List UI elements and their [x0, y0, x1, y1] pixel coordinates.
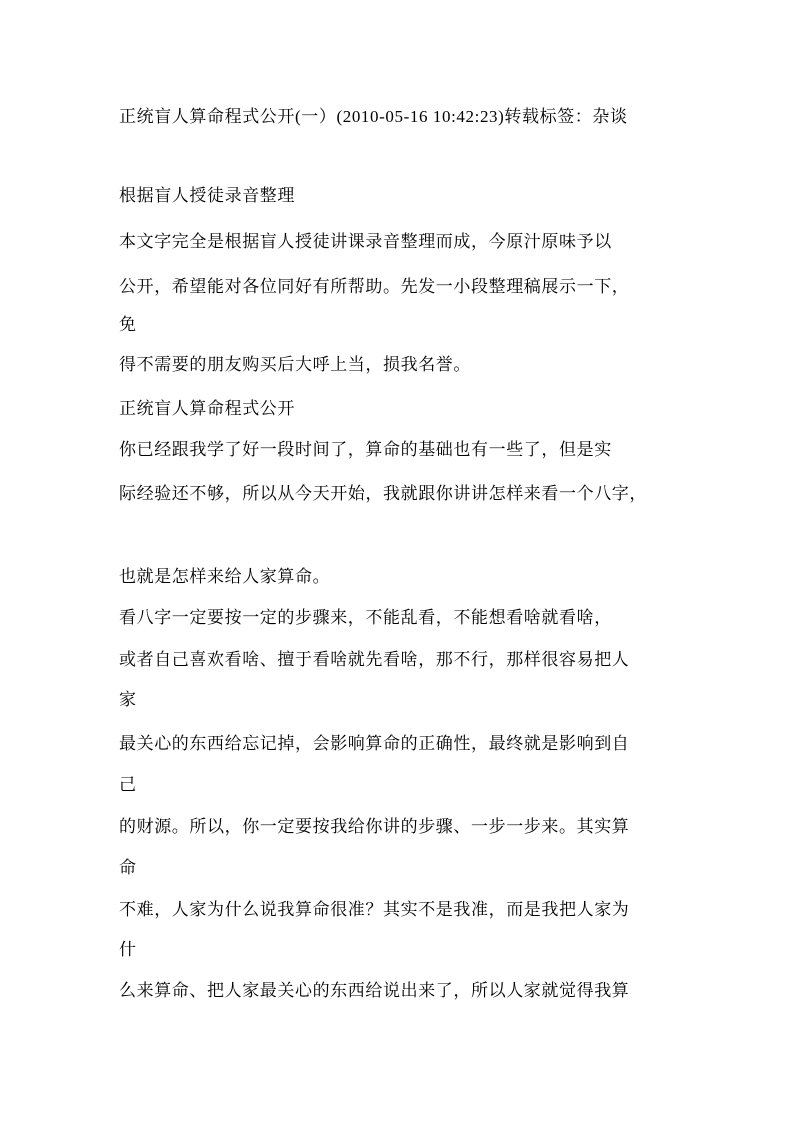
- text-line: 免: [119, 315, 137, 334]
- text-line: 命: [119, 858, 137, 877]
- text-line: 际经验还不够，所以从今天开始，我就跟你讲讲怎样来看一个八字，: [119, 484, 647, 503]
- text-line: 什: [119, 940, 137, 959]
- text-line: 或者自己喜欢看啥、擅于看啥就先看啥，那不行，那样很容易把人: [119, 650, 630, 669]
- text-line: 不难，人家为什么说我算命很准？其实不是我准，而是我把人家为: [119, 900, 630, 919]
- text-line: 得不需要的朋友购买后大呼上当，损我名誉。: [119, 355, 471, 374]
- document-title: 正统盲人算命程式公开(一）(2010-05-16 10:42:23)转载标签：杂谈: [119, 107, 628, 126]
- text-line: 家: [119, 690, 137, 709]
- text-line: 根据盲人授徒录音整理: [119, 186, 295, 205]
- text-line: 你已经跟我学了好一段时间了，算命的基础也有一些了，但是实: [119, 440, 612, 459]
- text-line: 看八字一定要按一定的步骤来，不能乱看，不能想看啥就看啥，: [119, 608, 612, 627]
- text-line: 也就是怎样来给人家算命。: [119, 567, 331, 586]
- text-line: 公开，希望能对各位同好有所帮助。先发一小段整理稿展示一下，: [119, 277, 630, 296]
- text-line: 本文字完全是根据盲人授徒讲课录音整理而成，今原汁原味予以: [119, 232, 612, 251]
- text-line: 么来算命、把人家最关心的东西给说出来了，所以人家就觉得我算: [119, 981, 630, 1000]
- text-line: 的财源。所以，你一定要按我给你讲的步骤、一步一步来。其实算: [119, 817, 630, 836]
- text-line: 己: [119, 775, 137, 794]
- section-heading: 正统盲人算命程式公开: [119, 399, 295, 418]
- text-line: 最关心的东西给忘记掉，会影响算命的正确性，最终就是影响到自: [119, 734, 630, 753]
